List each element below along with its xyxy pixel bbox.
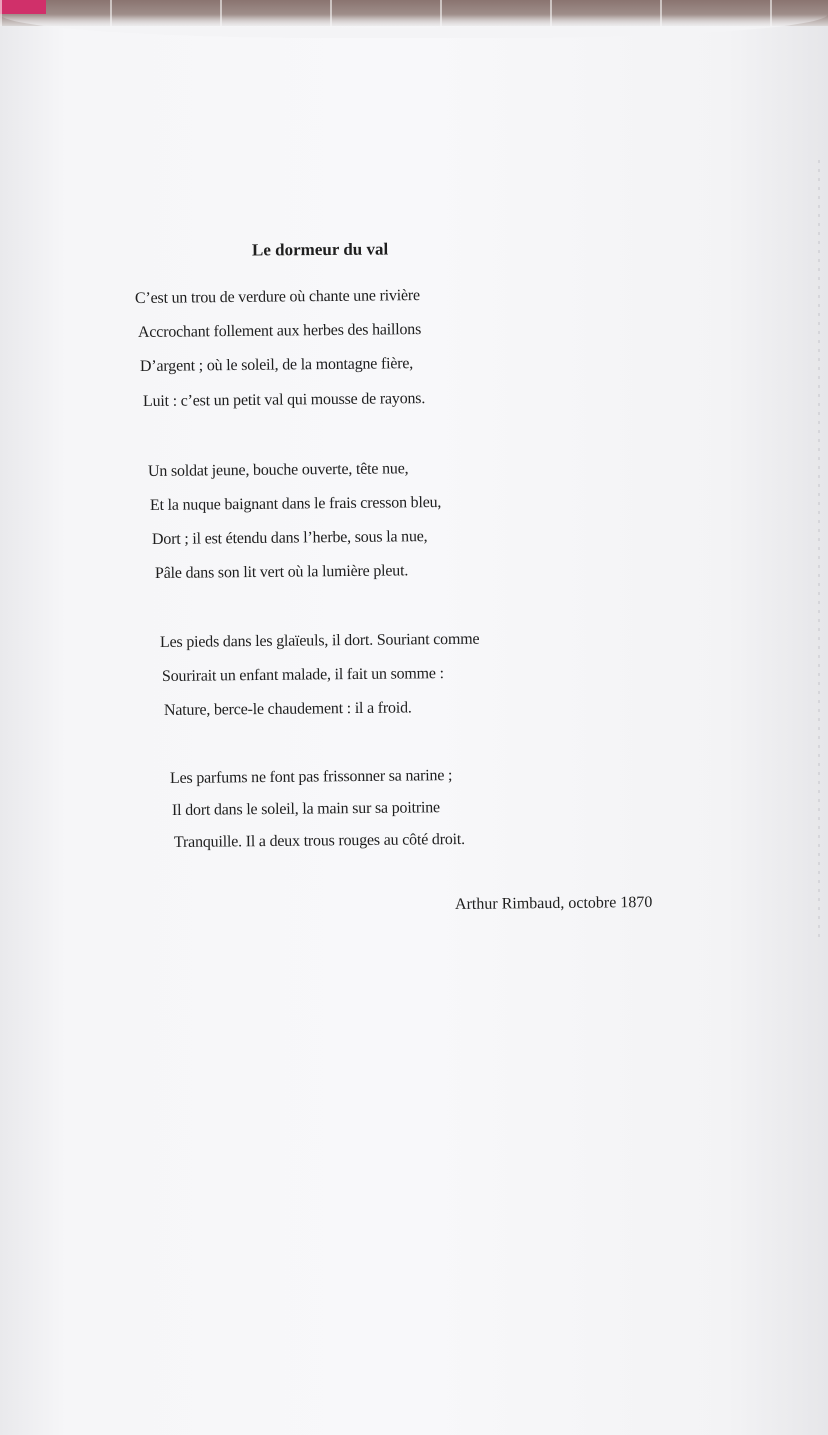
poem-line: Tranquille. Il a deux trous rouges au côté droit. [173, 830, 465, 851]
poem-line: Les parfums ne font pas frissonner sa narine ; [169, 767, 453, 787]
poem-line: Il dort dans le soleil, la main sur sa poitrine [171, 799, 440, 819]
poem-line: Dort ; il est étendu dans l’herbe, sous la nue, [151, 528, 428, 548]
poem-line: D’argent ; où le soleil, de la montagne fière, [139, 355, 414, 375]
poem-line: Luit : c’est un petit val qui mousse de rayons. [142, 390, 426, 410]
poem-line: Accrochant follement aux herbes des haillons [137, 321, 422, 341]
poem-line: Nature, berce-le chaudement : il a froid. [163, 699, 412, 719]
poem-line: Les pieds dans les glaïeuls, il dort. Souriant comme [159, 630, 480, 651]
poem-line: Et la nuque baignant dans le frais cresson bleu, [149, 493, 442, 514]
show-through-margin [818, 160, 820, 940]
poem-signature: Arthur Rimbaud, octobre 1870 [454, 893, 653, 914]
poem-title: Le dormeur du val [251, 239, 389, 260]
poem-line: Sourirait un enfant malade, il fait un somme : [161, 665, 444, 685]
poem-line: Un soldat jeune, bouche ouverte, tête nue, [147, 460, 409, 480]
poem-line: C’est un trou de verdure où chante une rivière [134, 287, 420, 307]
poem-line: Pâle dans son lit vert où la lumière pleut. [154, 562, 409, 582]
paper-top-edge [0, 14, 828, 38]
